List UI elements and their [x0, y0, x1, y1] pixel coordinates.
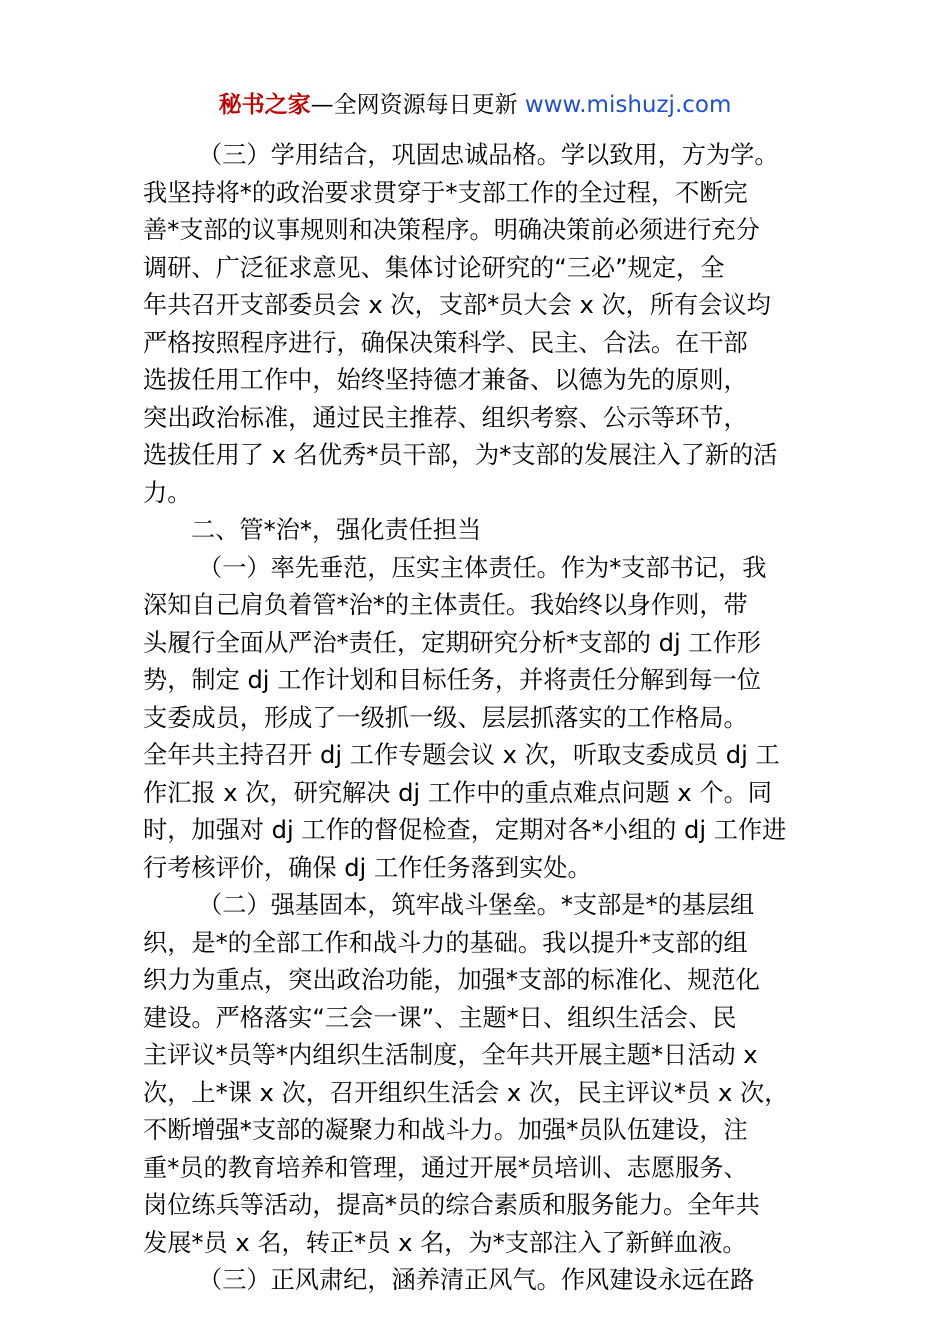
paragraph-line: 调研、广泛征求意见、集体讨论研究的“三必”规定，全	[143, 253, 725, 282]
paragraph-line: 织，是*的全部工作和战斗力的基础。我以提升*支部的组	[143, 928, 748, 957]
paragraph-line: 深知自己肩负着管*治*的主体责任。我始终以身作则，带	[143, 591, 748, 619]
paragraph-line: （三）正风肃纪，涵养清正风气。作风建设永远在路	[198, 1266, 755, 1294]
paragraph-line: 头履行全面从严治*责任，定期研究分析*支部的 dj 工作形	[143, 628, 761, 657]
paragraph-line: 建设。严格落实“三会一课”、主题*日、组织生活会、民	[143, 1003, 737, 1032]
paragraph-line: 善*支部的议事规则和决策程序。明确决策前必须进行充分	[143, 216, 760, 244]
paragraph-line: 发展*员 x 名，转正*员 x 名，为*支部注入了新鲜血液。	[143, 1228, 747, 1257]
paragraph-line: （二）强基固本，筑牢战斗堡垒。*支部是*的基层组	[198, 891, 755, 919]
paragraph-line: 选拔任用工作中，始终坚持德才兼备、以德为先的原则，	[143, 366, 748, 394]
paragraph-line: 作汇报 x 次，研究解决 dj 工作中的重点难点问题 x 个。同	[143, 778, 772, 807]
paragraph-line: 突出政治标准，通过民主推荐、组织考察、公示等环节，	[143, 403, 748, 432]
paragraph-line: 力。	[143, 478, 192, 507]
paragraph-line: 主评议*员等*内组织生活制度，全年共开展主题*日活动 x	[143, 1041, 758, 1069]
site-header	[0, 88, 950, 122]
paragraph-line: 岗位练兵等活动，提高*员的综合素质和服务能力。全年共	[143, 1191, 760, 1219]
paragraph-line: 我坚持将*的政治要求贯穿于*支部工作的全过程，不断完	[143, 178, 748, 207]
paragraph-line: 不断增强*支部的凝聚力和战斗力。加强*员队伍建设，注	[143, 1116, 748, 1144]
paragraph-line: （三）学用结合，巩固忠诚品格。学以致用，方为学。	[198, 141, 779, 169]
paragraph-line: 势，制定 dj 工作计划和目标任务，并将责任分解到每一位	[143, 666, 761, 694]
paragraph-line: （一）率先垂范，压实主体责任。作为*支部书记，我	[198, 553, 767, 582]
paragraph-line: 年共召开支部委员会 x 次，支部*员大会 x 次，所有会议均	[143, 291, 771, 319]
paragraph-line: 严格按照程序进行，确保决策科学、民主、合法。在干部	[143, 328, 748, 357]
paragraph-line: 支委成员，形成了一级抓一级、层层抓落实的工作格局。	[143, 703, 748, 732]
paragraph-line: 织力为重点，突出政治功能，加强*支部的标准化、规范化	[143, 966, 760, 994]
header-slogan: —全网资源每日更新	[310, 92, 518, 118]
paragraph-line: 全年共主持召开 dj 工作专题会议 x 次，听取支委成员 dj 工	[143, 741, 780, 769]
paragraph-line: 重*员的教育培养和管理，通过开展*员培训、志愿服务、	[143, 1153, 748, 1182]
paragraph-line: 行考核评价，确保 dj 工作任务落到实处。	[143, 853, 592, 882]
document-body	[143, 137, 813, 1300]
paragraph-line: 时，加强对 dj 工作的督促检查，定期对各*小组的 dj 工作进	[143, 816, 787, 844]
site-url-link[interactable]: www.mishuzj.com	[524, 92, 732, 118]
brand-name: 秘书之家	[218, 92, 311, 118]
section-heading: 二、管*治*，强化责任担当	[191, 516, 482, 544]
paragraph-line: 次，上*课 x 次，召开组织生活会 x 次，民主评议*员 x 次，	[143, 1078, 789, 1107]
paragraph-line: 选拔任用了 x 名优秀*员干部，为*支部的发展注入了新的活	[143, 441, 778, 469]
